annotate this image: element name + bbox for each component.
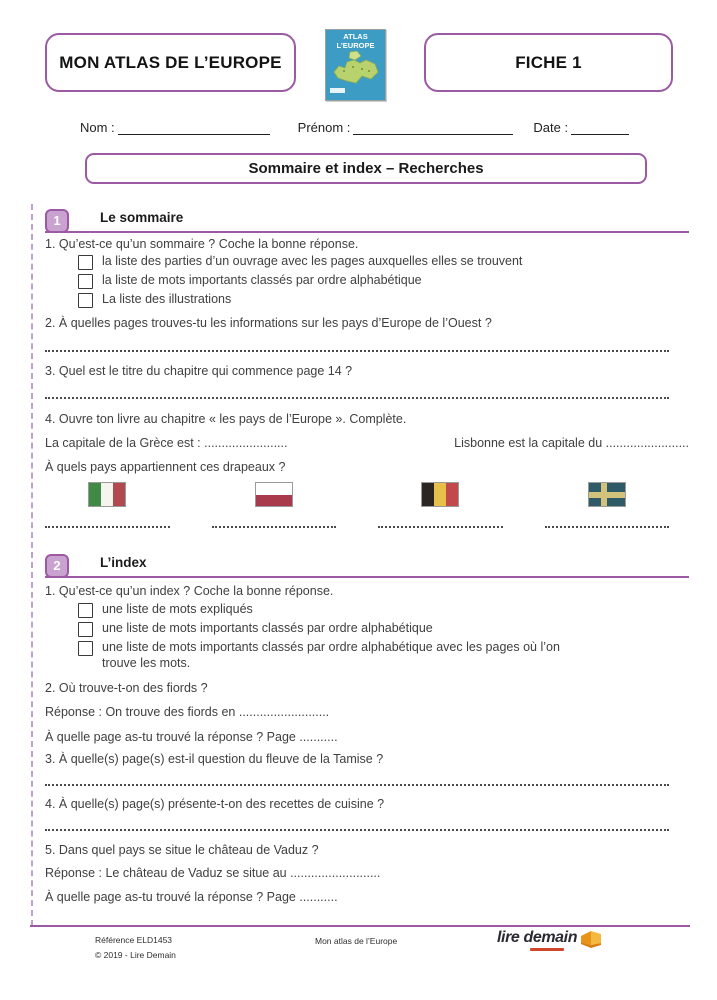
checkbox[interactable]	[78, 293, 93, 308]
nom-field-line[interactable]	[118, 119, 270, 135]
option-label: une liste de mots expliqués	[102, 602, 253, 616]
atlas-title-box	[45, 33, 296, 92]
s1-q3-answer-line[interactable]	[45, 387, 669, 399]
s2-q1-option-3	[78, 640, 689, 671]
s1-q2-text: 2. À quelles pages trouves-tu les informations sur les pays d’Europe de l’Ouest ?	[45, 316, 492, 330]
s1-q4-fill-row	[45, 436, 689, 452]
section-1-number-badge: 1	[45, 209, 69, 233]
s2-q4-answer-line[interactable]	[45, 819, 669, 831]
italy-answer-line[interactable]	[45, 516, 170, 528]
fiche-box	[424, 33, 673, 92]
s1-q4-left-fill[interactable]: La capitale de la Grèce est : ........................	[45, 436, 288, 450]
s1-q2-answer-line[interactable]	[45, 340, 669, 352]
flag-cell-poland	[212, 482, 337, 528]
option-label: une liste de mots importants classés par ordre alphabétique	[102, 621, 433, 635]
s1-flags-prompt: À quels pays appartiennent ces drapeaux ?	[45, 460, 286, 474]
student-info-row	[80, 115, 629, 135]
flag-cell-belgium	[378, 482, 503, 528]
s2-q2-answer[interactable]: Réponse : On trouve des fiords en ..........................	[45, 705, 330, 719]
s1-q4-text: 4. Ouvre ton livre au chapitre « les pays de l’Europe ». Complète.	[45, 412, 407, 426]
section-1-title: Le sommaire	[100, 210, 184, 225]
s1-q1-option-2	[78, 273, 689, 289]
flags-row	[45, 482, 669, 528]
checkbox[interactable]	[78, 622, 93, 637]
worksheet-title: Sommaire et index – Recherches	[248, 160, 484, 177]
reference-text: Référence ELD1453	[95, 935, 173, 945]
s2-q1-option-2	[78, 621, 689, 637]
s1-q3-text: 3. Quel est le titre du chapitre qui commence page 14 ?	[45, 364, 353, 378]
italy-flag-icon	[88, 482, 126, 507]
sweden-flag-icon	[588, 482, 626, 507]
cover-title-line2: L’EUROPE	[336, 41, 375, 50]
section-2-number-badge: 2	[45, 554, 69, 578]
s2-q5-page[interactable]: À quelle page as-tu trouvé la réponse ? Page ...........	[45, 890, 338, 904]
s2-q1-text: 1. Qu’est-ce qu’un index ? Coche la bonne réponse.	[45, 584, 334, 598]
logo-tagline-bar	[530, 948, 564, 951]
cover-title-line1: ATLAS	[343, 32, 368, 41]
belgium-flag-icon	[421, 482, 459, 507]
checkbox[interactable]	[78, 603, 93, 618]
footer-reference-block	[95, 933, 176, 964]
left-dashed-rail	[31, 204, 33, 926]
lire-demain-logo	[497, 929, 603, 951]
prenom-field-line[interactable]	[353, 119, 513, 135]
nom-label: Nom :	[80, 120, 115, 135]
s1-q1-text: 1. Qu’est-ce qu’un sommaire ? Coche la bonne réponse.	[45, 237, 359, 251]
option-label: La liste des illustrations	[102, 292, 232, 306]
s1-q1-option-1	[78, 254, 689, 270]
flag-cell-italy	[45, 482, 170, 528]
footer-center-title: Mon atlas de l’Europe	[315, 936, 398, 946]
logo-text: lire demain	[497, 929, 578, 946]
footer-divider	[30, 925, 690, 927]
s1-q1-option-3	[78, 292, 689, 308]
s2-q5-text: 5. Dans quel pays se situe le château de Vaduz ?	[45, 843, 319, 857]
option-label: la liste des parties d’un ouvrage avec les pages auxquelles elles se trouvent	[102, 254, 523, 268]
checkbox[interactable]	[78, 641, 93, 656]
flag-cell-sweden	[545, 482, 670, 528]
s2-q3-text: 3. À quelle(s) page(s) est-il question du fleuve de la Tamise ?	[45, 752, 384, 766]
s2-q2-page[interactable]: À quelle page as-tu trouvé la réponse ? Page ...........	[45, 730, 338, 744]
poland-flag-icon	[255, 482, 293, 507]
date-label: Date :	[533, 120, 569, 135]
s2-q4-text: 4. À quelle(s) page(s) présente-t-on des recettes de cuisine ?	[45, 797, 385, 811]
prenom-label: Prénom :	[297, 120, 351, 135]
europe-map-icon	[329, 51, 382, 95]
section-2-header	[45, 549, 689, 578]
poland-answer-line[interactable]	[212, 516, 337, 528]
fiche-label: FICHE 1	[515, 52, 582, 72]
sweden-answer-line[interactable]	[545, 516, 670, 528]
belgium-answer-line[interactable]	[378, 516, 503, 528]
option-label: la liste de mots importants classés par ordre alphabétique	[102, 273, 422, 287]
open-book-icon	[579, 929, 603, 951]
s2-q2-text: 2. Où trouve-t-on des fiords ?	[45, 681, 208, 695]
s2-q3-answer-line[interactable]	[45, 774, 669, 786]
s1-q4-right-fill[interactable]: Lisbonne est la capitale du ........................	[454, 436, 689, 450]
checkbox[interactable]	[78, 255, 93, 270]
copyright-text: © 2019 - Lire Demain	[95, 950, 176, 961]
date-field-line[interactable]	[571, 119, 629, 135]
section-1-header	[45, 204, 689, 233]
worksheet-title-banner	[85, 153, 647, 184]
atlas-book-cover	[325, 29, 386, 101]
s2-q5-answer[interactable]: Réponse : Le château de Vaduz se situe au ..........................	[45, 866, 381, 880]
section-2-title: L’index	[100, 555, 147, 570]
checkbox[interactable]	[78, 274, 93, 289]
option-label: une liste de mots importants classés par ordre alphabétique avec les pages où l’on trouve les mots.	[102, 640, 560, 670]
s2-q1-option-1	[78, 602, 689, 618]
atlas-title: MON ATLAS DE L’EUROPE	[59, 52, 282, 72]
